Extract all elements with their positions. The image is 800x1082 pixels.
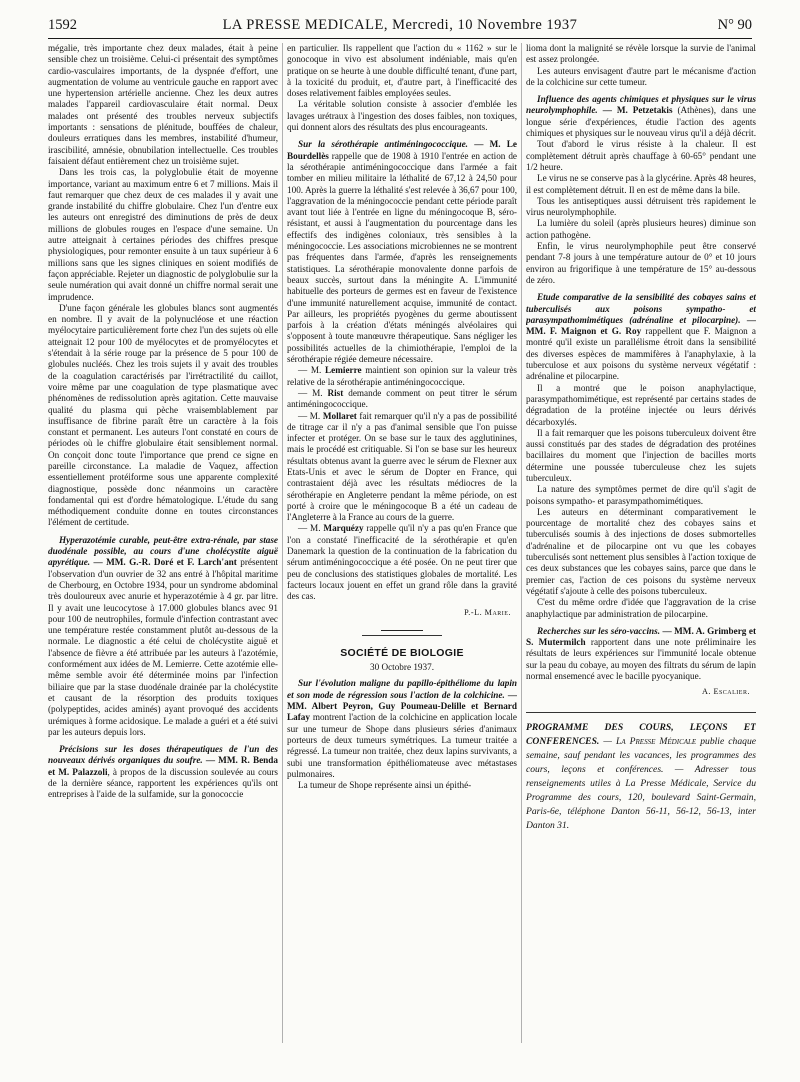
article-heading: Influence des agents chimiques et physiques sur le virus neurolymphophile.	[526, 94, 756, 116]
paragraph: Les auteurs envisagent d'autre part le mécanisme d'action de la colchicine sur cette tumeur.	[526, 65, 756, 87]
article-body: rapportent dans une note préliminaire les résultats de leurs expériences sur l'immunité locale obtenue sur la peau du cobaye, au moyen des filtrats du sérum de lapin normal ensemencé avec le bacille pyocyanique.	[526, 637, 756, 682]
section-date: 30 Octobre 1937.	[369, 662, 435, 673]
issue-number: N° 90	[717, 17, 752, 33]
communication	[287, 139, 517, 365]
running-header	[48, 12, 752, 39]
article-authors: — M. Petzetakis	[602, 105, 673, 116]
communication	[48, 744, 278, 800]
column-2	[287, 43, 517, 1073]
article-body: (Athènes), dans une longue série d'expériences, étudie l'action des agents chimiques et physiques sur le nouveau virus qu'il a déjà décrit.	[526, 105, 756, 139]
paragraph: La tumeur de Shope représente ainsi un épithé-	[298, 780, 472, 791]
paragraph: D'une façon générale les globules blancs sont augmentés en nombre. Il y avait de la polynucléose et une réaction myélocytaire particulièrement forte chez l'un des sujets où elle atteignait 12 pour 100 de myélocytes et de promyélocytes et s'étendait à la série rouge par la présence de 5 pour 100 de globules nucléés. Chez les trois sujets il y avait des troubles de la coagulation caractérisés par l'irrétractilité du caillot, voire même par une coagulation de type plasmatique avec phénomènes de redissolution après agitation. Cette mauvaise qualité du plasma qui pèche vraisemblablement par insuffisance de fibrine paraît être un caractère à la fois constant et permanent. Les auteurs l'ont constaté en cours de périodes où le chiffre globulaire était sensiblement normal. On conçoit donc toute l'importance que prend ce signe en pareille circonstance. La maladie de Vaquez, affection essentiellement protéiforme sous une apparente complexité diagnostique, possède donc néanmoins un caractère fondamental qui est d'ordre hématologique. L'étude du sang méthodiquement conduite donne en toutes circonstances l'élément de certitude.	[48, 302, 278, 528]
communication	[526, 292, 756, 382]
article-heading: Sur la sérothérapie antiméningococcique.	[298, 139, 468, 150]
paragraph: Enfin, le virus neurolymphophile peut être conservé pendant 7-8 jours à une température autour de 0° et 10 jours environ au frigorifique à une température de 15° au-dessous de zéro.	[526, 241, 756, 285]
communication	[526, 94, 756, 139]
paragraph: Les auteurs en déterminant comparativement le pourcentage de mortalité chez des cobayes sains et tuberculisés soumis à des injections de doses submortelles d'adrénaline et de pilocarpine ont vu que les cobayes tuberculisés sont nettement plus sensibles à l'action toxique de ces deux substances que les cobayes sains, parce que dans le premier cas, l'action de ces poisons du système nerveux végétatif s'ajoute à celle des poisons tuberculeux.	[526, 506, 756, 596]
column-rule	[282, 43, 283, 1043]
paragraph: Dans les trois cas, la polyglobulie était de moyenne importance, variant au maximum entre 6 et 7 millions. Mais il faut remarquer que chez deux de ces malades il y avait une grande instabilité du chiffre globulaire. Chez l'un d'entre eux les auteurs ont enregistré des diminutions de près de deux millions de globules rouges en l'espace d'une semaine. Un autre atteignait à certaines périodes des chiffres presque physiologiques, pour remonter ensuite à un taux supérieur à 6 millions sans que les signes cliniques en soient modifiés de façon appréciable. Rejeter un diagnostic de polyglobulie sur la seule numération qui avait donné un chiffre normal serait une imprudence.	[48, 167, 278, 302]
speaker-name: Lemierre	[325, 365, 362, 376]
page-number: 1592	[48, 17, 77, 33]
divider	[381, 630, 423, 631]
paragraph: La nature des symptômes permet de dire qu'il s'agit de poisons sympatho- et parasympathomimétiques.	[526, 484, 756, 506]
article-heading: Sur l'évolution maligne du papillo-épithéliome du lapin et son mode de régression sous l'action de la colchicine.	[287, 678, 517, 700]
paragraph: La lumière du soleil (après plusieurs heures) diminue son action pathogène.	[526, 218, 756, 240]
column-3	[526, 43, 756, 1073]
speaker-name: Marquézy	[323, 523, 364, 534]
paragraph: Le virus ne se conserve pas à la glycérine. Après 48 heures, il est complètement détruit. Il en est de même dans la bile.	[526, 173, 756, 195]
article-heading: Précisions sur les doses thérapeutiques de l'un des nouveaux dérivés organiques du soufre.	[48, 744, 278, 766]
article-heading: Hyperazotémie curable, peut-être extra-rénale, par stase duodénale possible, au cours d'une cholécystite aiguë apyrétique.	[48, 534, 278, 568]
article-authors: — M. Le Bourdellès	[287, 139, 517, 161]
notice-text: publie chaque semaine, sauf pendant les vacances, les programmes des cours, leçons et conférences. — Adresser tous renseignements utiles à La Presse Médicale, Service du Programme des cours, 120, boulevard Saint-Germain, Paris-6e, téléphone Danton 56-11, 56-12, 56-13, inter Danton 31.	[526, 735, 756, 831]
paragraph: — M. Marquézy rappelle qu'il n'y a pas qu'en France que l'on a constaté l'inefficacité de la sérothérapie et qu'en Danemark la question de la continuation de la fabrication du sérum antiméningococcique a été posée. On ne peut tirer que peu de conclusions des statistiques globales de mortalité. Les facteurs locaux jouent en effet un grand rôle dans la gravité des cas.	[287, 523, 517, 602]
paragraph: Tout d'abord le virus résiste à la chaleur. Il est complètement détruit après chauffage à 60-65° pendant une 1/2 heure.	[526, 139, 756, 172]
programme-notice: PROGRAMME DES COURS, LEÇONS ET CONFERENCES. — La Presse Médicale publie chaque semaine, sauf pendant les vacances, les programmes des cours, leçons et conférences. — Adresser tous renseignements utiles à La Presse Médicale, Service du Programme des cours, 120, boulevard Saint-Germain, Paris-6e, téléphone Danton 56-11, 56-12, 56-13, inter Danton 31.	[526, 712, 756, 833]
journal-name: La Presse Médicale	[615, 735, 697, 747]
section-title: SOCIÉTÉ DE BIOLOGIE	[340, 646, 464, 659]
communication	[287, 678, 517, 780]
paragraph: lioma dont la malignité se révèle lorsque la survie de l'animal est assez prolongée.	[526, 43, 756, 65]
article-body: rappelle que de 1908 à 1910 l'entrée en action de la sérothérapie antiméningococcique dans l'armée a fait tomber en milieu militaire la léthalité de 67,12 à 24,50 pour 100. Après la guerre la léthalité s'est relevée à 36,67 pour 100, l'aggravation de la méningococcie pendant cette période paraît avant tout liée à l'entrée en ligne du méningocoque B, séro-résistant, et aussi à l'augmentation du pourcentage dans les effectifs des indigènes coloniaux, très sensibles à la méningococcie. Les associations microbiennes ne se montrent pas fréquentes dans l'armée, d'après les renseignements statistiques. La sérothérapie monovalente donne parfois de beaux succès, surtout dans la méningite A. L'immunité habituelle des porteurs de germes est en faveur de l'existence d'une immunité naturellement acquise, immunité de contact. Par ailleurs, les propriétés pyogènes du germe aboutissent parfois à la création d'états méningés alvéolaires qui s'opposent à toute manœuvre thérapeutique. Sans négliger les possibilités actuelles de la chimiothérapie, l'emploi de la sérothérapie régiée demeure nécessaire.	[287, 150, 517, 365]
article-body: présentent l'observation d'un ouvrier de 32 ans entré à l'hôpital maritime de Cherbourg, en Octobre 1934, pour un syndrome abdominal très douloureux avec anurie et hyperazotémie à 4 gr. par litre. Il y avait une leucocytose à 17.000 globules blancs avec 91 pour 100 de neutrophiles, formule d'infection contrastant avec une température restée constamment plutôt au-dessous de la normale. Le diagnostic a été celui de cholécystite aiguë et l'absence de fièvre a été attribuée par les auteurs à l'azotémie, conformément aux idées de M. Lemierre. Cette azotémie elle-même semble avoir été déterminée moins par l'infection biliaire que par la stase duodénale drainée par la cholécystite et causant de la résorption des produits toxiques (polypeptides, acides aminés) ayant provoqué des accidents urémiques à forme acidosique. Le malade a guéri et a été suivi par les auteurs depuis lors.	[48, 557, 278, 737]
communication	[48, 535, 278, 738]
paragraph: — M. Rist demande comment on peut titrer le sérum antiméningococcique.	[287, 387, 517, 410]
paragraph: La véritable solution consiste à associer d'emblée les lavages urétraux à l'ingestion des doses faibles, non toxiques, qui donnent alors des résultats des plus encourageants.	[287, 99, 517, 133]
article-authors: — MM. A. Grimberg et S. Mutermilch	[526, 625, 756, 648]
article-heading: Recherches sur les séro-vaccins.	[537, 625, 660, 636]
article-authors: — MM. F. Maignon et G. Roy	[526, 314, 756, 337]
divider	[362, 635, 442, 636]
paragraph: Tous les antiseptiques aussi détruisent très rapidement le virus neurolymphophile.	[526, 195, 756, 218]
column-rule	[521, 43, 522, 1043]
paragraph: mégalie, très importante chez deux malades, était à peine sensible chez un troisième. Celui-ci présentait des symptômes cardio-vasculaires importants, de la dyspnée d'effort, une augmentation de volume au ventricule gauche en rapport avec une hypertension artérielle ancienne. Chez les deux autres malades l'appareil cardiovasculaire était normal. Deux malades ont présenté des troubles nerveux subjectifs importants : sensations de plénitude, bouffées de chaleur, douleurs erratiques dans les membres, instabilité d'humeur, irascibilité, amnésie, obnubilation intellectuelle. Ces troubles faisaient défaut entièrement chez un troisième sujet.	[48, 43, 278, 166]
paragraph: Il a montré que le poison anaphylactique, parasympathomimétique, est représenté par certains stades de dégradation de la protéine injectée ou leurs dérivés décarboxylés.	[526, 382, 756, 427]
paragraph: Il a fait remarquer que les poisons tuberculeux doivent être aussi constitués par des stades de dégradation des protéines bacillaires du moment que l'injection de bacilles morts détermine une poussée tuberculeuse chez les sujets tuberculeux.	[526, 427, 756, 483]
paragraph: en particulier. Ils rappellent que l'action du « 1162 » sur le gonocoque in vivo est absolument indéniable, mais qu'en pratique on se heurte à une double difficulté tenant, d'une part, à la toxicité du produit, et, d'autre part, à l'inefficacité des doses relativement faibles employées seules.	[287, 43, 517, 99]
signature: P.-L. Marie.	[464, 607, 511, 617]
paragraph: C'est du même ordre d'idée que l'aggravation de la crise anaphylactique par administration de pilocarpine.	[526, 597, 756, 619]
paragraph: — M. Mollaret fait remarquer qu'il n'y a pas de possibilité de titrage car il n'y a pas d'animal sensible que l'on puisse infecter et protéger. On se base sur le taux des agglutinines, mais le procédé est critiquable. Si l'on se base sur les heureux résultats obtenus avant la guerre avec le sérum de Flexner aux Etats-Unis et avec le sérum de Dopter en France, qui contrastaient déjà avec les résultats médiocres de la sérothérapie en Angleterre pendant la même période, on est porté à croire que le méningocoque B a été un cadeau de l'Angleterre à la France au cours de la guerre.	[287, 410, 517, 523]
journal-title: LA PRESSE MEDICALE, Mercredi, 10 Novembre 1937	[222, 17, 578, 33]
paragraph: — M. Lemierre maintient son opinion sur la valeur très relative de la sérothérapie antiméningococcique.	[287, 365, 517, 387]
column-1	[48, 43, 278, 1073]
communication	[526, 626, 756, 682]
speaker-name: Mollaret	[322, 410, 357, 421]
article-body: , à propos de la discussion soulevée au cours de la dernière séance, rapportent les expériences qu'ils ont entreprises à l'aide de la sulfamide, sur la gonococcie	[48, 766, 278, 800]
speaker-name: Rist	[327, 387, 344, 398]
article-body: rappellent que F. Maignon a montré qu'il existe un parallélisme étroit dans la sensibilité des diverses espèces de mammifères à l'anaphylaxie, à la tuberculose et aux poisons du système nerveux végétatif : adrénaline et pilocarpine.	[526, 326, 756, 382]
article-authors: — MM. G.-R. Doré et F. Larch'ant	[93, 557, 237, 568]
article-heading: Etude comparative de la sensibilité des cobayes sains et tuberculisés aux poisons sympatho- et parasympathomimétiques (adrénaline et pilocarpine).	[526, 292, 756, 325]
article-authors: — MM. Albert Peyron, Guy Poumeau-Delille et Bernard Lafay	[287, 689, 517, 723]
article-body: montrent l'action de la colchicine en application locale sur une tumeur de Shope dans plusieurs séries d'animaux porteurs de deux tumeurs symétriques. La tumeur traitée a régressé. La tumeur non traitée, chez deux lapins survivants, a subi une transformation épithéliomateuse avec métastases pulmonaires.	[287, 712, 517, 779]
signature: A. Escalier.	[701, 687, 750, 697]
article-authors: — MM. R. Benda et M. Palazzoli	[48, 755, 278, 777]
notice-heading: PROGRAMME DES COURS, LEÇONS ET CONFERENCES.	[526, 721, 756, 747]
